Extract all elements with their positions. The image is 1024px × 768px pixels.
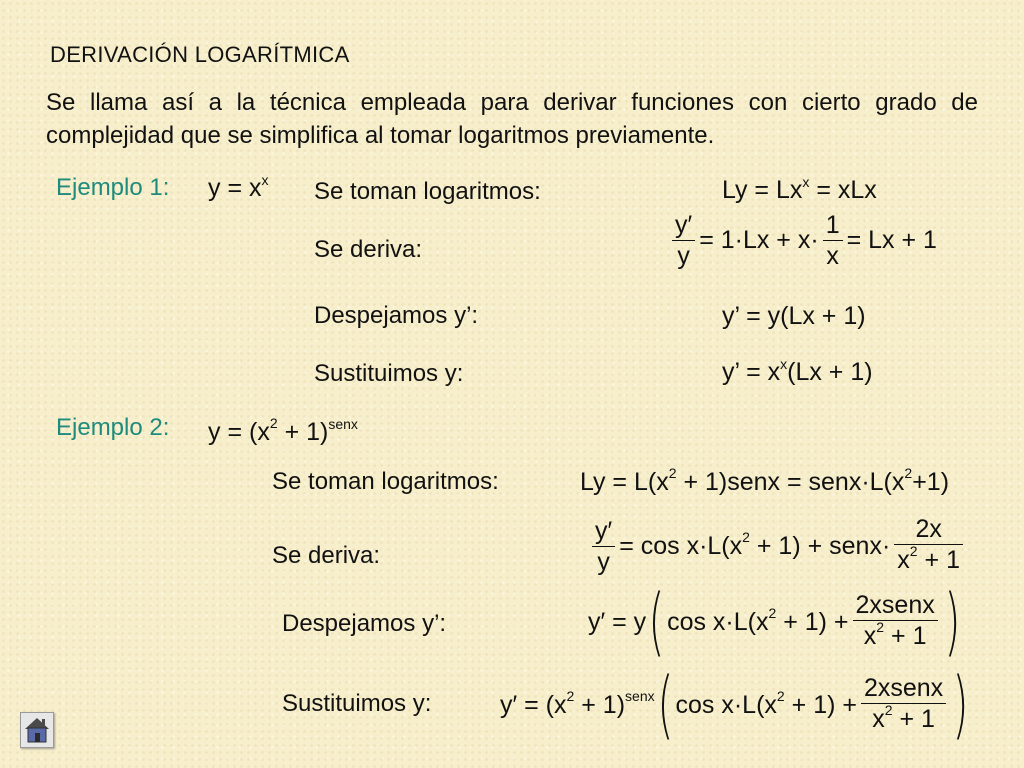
ex1-step2-expr: $\frac{y'}{y}$ = 1·Lx + x· $\frac{1}{x}$ = Lx + 1 (668, 210, 937, 271)
ex1-step2-label: Se deriva: (314, 236, 423, 263)
example-1-function: $y = x^x$ (208, 171, 269, 202)
home-button[interactable] (20, 712, 54, 748)
example-2-label: Ejemplo 2: (56, 414, 170, 441)
left-paren: ( (657, 662, 674, 748)
ex2-step2-expr: $\frac{y'}{y}$ = $\cos x\cdot L(x^2 + 1)$ + senx· $\frac{2x}{x^2 + 1}$ (588, 514, 967, 578)
ex2-step4-label: Sustituimos y: (282, 690, 432, 717)
ex1-step1-expr: $Ly = Lx^x$ = xLx (722, 173, 877, 204)
intro-paragraph: Se llama así a la técnica empleada para derivar funciones con cierto grado de complejidad que se simplifica al tomar logaritmos previamente. (46, 89, 978, 149)
ex1-step3-expr: y’ = y(Lx + 1) (722, 302, 866, 330)
fraction-2xsenx: $\frac{\text{2xsenx}}{x^2 + 1}$ (853, 590, 938, 654)
house-icon (21, 713, 53, 747)
fraction-2x-over-x2-plus-1: $\frac{2x}{x^2 + 1}$ (894, 514, 963, 578)
ex1-step3-label: Despejamos y’: (314, 302, 479, 329)
right-paren: ) (952, 662, 969, 748)
fraction-dy-over-y: $\frac{y'}{y}$ (592, 516, 615, 577)
left-paren: ( (648, 579, 665, 665)
ex1-step4-expr: y’ = $x^x(Lx + 1)$ (722, 355, 873, 386)
ex1-step1-label: Se toman logaritmos: (314, 178, 541, 205)
example-1-label: Ejemplo 1: (56, 174, 170, 201)
example-2-function: $y = (x^2 + 1)^{senx}$ (208, 415, 358, 446)
right-paren: ) (944, 579, 961, 665)
ex2-step1-label: Se toman logaritmos: (272, 468, 499, 495)
ex2-step2-label: Se deriva: (272, 542, 381, 569)
ex2-step3-expr: y′ = y ( $\cos x\cdot L(x^2 + 1)$ + $\frac{\text{2xsenx}}{x^2 + 1}$ ) (588, 579, 961, 665)
ex2-step4-expr: $y' = (x^2 + 1)^{senx}$ ( $\cos x\cdot L(x^2 + 1)$ + $\frac{\text{2xsenx}}{x^2 + 1}$ ) (500, 662, 969, 748)
fraction-2xsenx: $\frac{\text{2xsenx}}{x^2 + 1}$ (861, 673, 946, 737)
fraction-one-over-x: $\frac{1}{x}$ (823, 210, 843, 271)
ex1-step4-label: Sustituimos y: (314, 360, 464, 387)
page-title: DERIVACIÓN LOGARÍTMICA (50, 42, 350, 67)
ex2-step3-label: Despejamos y’: (282, 610, 447, 637)
ex2-step1-expr: $Ly = L(x^2$ + 1)senx = $senx\cdot L(x^2+1)$ (580, 465, 950, 496)
fraction-dy-over-y: $\frac{y'}{y}$ (672, 210, 695, 271)
